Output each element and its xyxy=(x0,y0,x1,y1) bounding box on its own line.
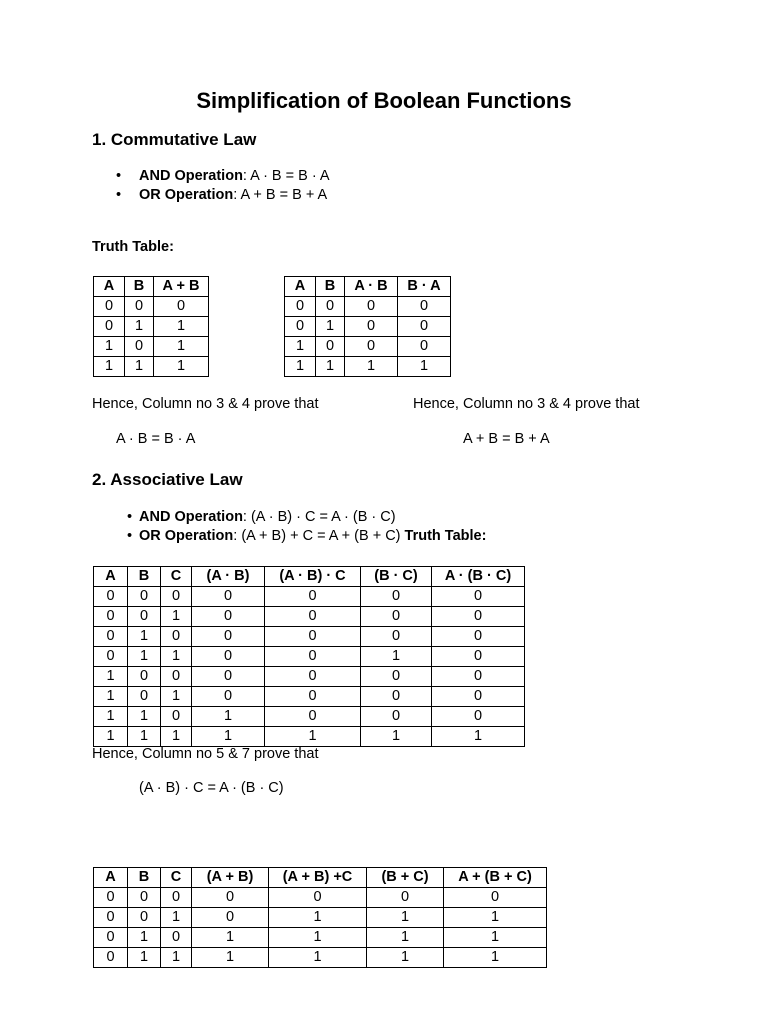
table-cell: 0 xyxy=(161,928,192,948)
table-cell: 1 xyxy=(398,357,451,377)
bullet-icon: • xyxy=(127,528,133,544)
bullet-label: AND Operation xyxy=(139,509,243,525)
table-cell: 0 xyxy=(192,587,265,607)
truth-table-label: Truth Table: xyxy=(404,528,487,544)
table-cell: 1 xyxy=(432,727,525,747)
table-cell: 1 xyxy=(94,667,128,687)
bullet-label: AND Operation xyxy=(139,168,243,184)
table-cell: 0 xyxy=(128,667,161,687)
column-header: (B + C) xyxy=(367,868,444,888)
table-cell: 0 xyxy=(361,707,432,727)
column-header: A + (B + C) xyxy=(444,868,547,888)
table-cell: 1 xyxy=(361,647,432,667)
table-cell: 1 xyxy=(161,687,192,707)
table-cell: 1 xyxy=(128,948,161,968)
bullet-text: : (A + B) + C = A + (B + C) xyxy=(233,528,405,544)
table-cell: 1 xyxy=(154,317,209,337)
table-cell: 0 xyxy=(285,317,316,337)
hence-text-right: Hence, Column no 3 & 4 prove that xyxy=(413,396,640,412)
table-cell: 0 xyxy=(94,888,128,908)
table-cell: 1 xyxy=(316,357,345,377)
table-cell: 1 xyxy=(154,357,209,377)
column-header: B · A xyxy=(398,277,451,297)
table-cell: 0 xyxy=(125,297,154,317)
table-cell: 1 xyxy=(154,337,209,357)
table-row xyxy=(94,297,209,317)
table-cell: 0 xyxy=(265,587,361,607)
table-header-row xyxy=(94,567,525,587)
column-header: (A + B) +C xyxy=(269,868,367,888)
commutative-bullet-list xyxy=(116,167,330,205)
table-cell: 0 xyxy=(128,607,161,627)
table-cell: 0 xyxy=(192,908,269,928)
table-cell: 0 xyxy=(192,647,265,667)
column-header: C xyxy=(161,567,192,587)
bullet-label: OR Operation xyxy=(139,528,234,544)
table-cell: 1 xyxy=(161,727,192,747)
table-cell: 0 xyxy=(316,337,345,357)
table-cell: 0 xyxy=(94,317,125,337)
table-cell: 0 xyxy=(128,687,161,707)
table-cell: 1 xyxy=(285,337,316,357)
table-cell: 0 xyxy=(345,297,398,317)
table-cell: 1 xyxy=(192,928,269,948)
table-row xyxy=(94,948,547,968)
table-cell: 0 xyxy=(285,297,316,317)
table-cell: 0 xyxy=(345,317,398,337)
table-row xyxy=(94,687,525,707)
table-cell: 1 xyxy=(128,627,161,647)
table-cell: 1 xyxy=(94,707,128,727)
column-header: (A · B) · C xyxy=(265,567,361,587)
truth-table-or-associative xyxy=(93,867,547,968)
bullet-text: : A · B = B · A xyxy=(242,168,330,184)
column-header: A + B xyxy=(154,277,209,297)
table-cell: 0 xyxy=(94,948,128,968)
table-cell: 0 xyxy=(367,888,444,908)
table-cell: 0 xyxy=(192,607,265,627)
table-cell: 1 xyxy=(94,357,125,377)
table-cell: 1 xyxy=(345,357,398,377)
table-cell: 0 xyxy=(125,337,154,357)
table-cell: 1 xyxy=(269,928,367,948)
table-cell: 0 xyxy=(94,297,125,317)
column-header: A xyxy=(94,277,125,297)
table-cell: 0 xyxy=(432,607,525,627)
truth-table-label: Truth Table: xyxy=(92,239,174,255)
table-cell: 0 xyxy=(432,647,525,667)
table-cell: 0 xyxy=(265,647,361,667)
result-equation-associative: (A · B) · C = A · (B · C) xyxy=(139,780,284,796)
table-cell: 1 xyxy=(444,928,547,948)
table-header-row xyxy=(285,277,451,297)
table-cell: 0 xyxy=(316,297,345,317)
table-row xyxy=(94,707,525,727)
table-row xyxy=(94,727,525,747)
table-cell: 1 xyxy=(367,928,444,948)
column-header: A xyxy=(94,868,128,888)
column-header: (A + B) xyxy=(192,868,269,888)
table-cell: 0 xyxy=(154,297,209,317)
table-cell: 0 xyxy=(161,667,192,687)
table-cell: 1 xyxy=(125,357,154,377)
table-cell: 1 xyxy=(444,908,547,928)
table-cell: 1 xyxy=(285,357,316,377)
table-cell: 0 xyxy=(161,888,192,908)
table-cell: 0 xyxy=(94,627,128,647)
table-row xyxy=(94,667,525,687)
table-cell: 1 xyxy=(192,727,265,747)
list-item xyxy=(127,508,486,527)
table-cell: 1 xyxy=(161,607,192,627)
table-row xyxy=(94,627,525,647)
bullet-text: : A + B = B + A xyxy=(233,187,328,203)
table-cell: 0 xyxy=(361,627,432,647)
table-row xyxy=(285,317,451,337)
table-header-row xyxy=(94,868,547,888)
table-row xyxy=(94,607,525,627)
table-row xyxy=(94,587,525,607)
result-equation-right: A + B = B + A xyxy=(463,431,550,447)
list-item xyxy=(127,527,486,546)
table-cell: 1 xyxy=(94,687,128,707)
table-cell: 1 xyxy=(444,948,547,968)
truth-table-or-commutative xyxy=(93,276,209,377)
table-row xyxy=(94,888,547,908)
hence-text-left: Hence, Column no 3 & 4 prove that xyxy=(92,396,319,412)
table-cell: 1 xyxy=(265,727,361,747)
table-header-row xyxy=(94,277,209,297)
table-cell: 0 xyxy=(265,687,361,707)
column-header: C xyxy=(161,868,192,888)
table-cell: 0 xyxy=(94,928,128,948)
table-cell: 0 xyxy=(265,607,361,627)
page-title: Simplification of Boolean Functions xyxy=(196,88,572,113)
table-cell: 0 xyxy=(192,667,265,687)
table-row xyxy=(285,357,451,377)
table-cell: 0 xyxy=(161,587,192,607)
table-cell: 0 xyxy=(269,888,367,908)
column-header: B xyxy=(128,567,161,587)
table-row xyxy=(94,647,525,667)
table-cell: 1 xyxy=(192,948,269,968)
table-row xyxy=(285,337,451,357)
column-header: B xyxy=(125,277,154,297)
table-cell: 0 xyxy=(361,667,432,687)
table-cell: 1 xyxy=(367,948,444,968)
table-cell: 0 xyxy=(128,587,161,607)
table-cell: 1 xyxy=(361,727,432,747)
table-cell: 0 xyxy=(432,587,525,607)
table-cell: 0 xyxy=(128,908,161,928)
column-header: A xyxy=(285,277,316,297)
column-header: B xyxy=(128,868,161,888)
table-row xyxy=(285,297,451,317)
table-cell: 0 xyxy=(265,667,361,687)
column-header: A · (B · C) xyxy=(432,567,525,587)
table-cell: 0 xyxy=(94,647,128,667)
bullet-label: OR Operation xyxy=(139,187,234,203)
table-cell: 0 xyxy=(432,667,525,687)
table-cell: 0 xyxy=(345,337,398,357)
table-cell: 1 xyxy=(316,317,345,337)
table-cell: 1 xyxy=(161,908,192,928)
table-cell: 1 xyxy=(367,908,444,928)
table-cell: 0 xyxy=(432,627,525,647)
table-cell: 1 xyxy=(269,908,367,928)
table-cell: 0 xyxy=(398,317,451,337)
table-cell: 1 xyxy=(125,317,154,337)
table-cell: 0 xyxy=(161,707,192,727)
table-cell: 0 xyxy=(192,687,265,707)
table-cell: 1 xyxy=(192,707,265,727)
column-header: (B · C) xyxy=(361,567,432,587)
column-header: A xyxy=(94,567,128,587)
list-item xyxy=(116,167,330,186)
result-equation-left: A · B = B · A xyxy=(116,431,196,447)
table-cell: 0 xyxy=(192,627,265,647)
hence-text-associative: Hence, Column no 5 & 7 prove that xyxy=(92,746,319,762)
bullet-icon: • xyxy=(116,168,122,184)
table-cell: 0 xyxy=(398,297,451,317)
table-row xyxy=(94,908,547,928)
truth-table-and-commutative xyxy=(284,276,451,377)
table-cell: 0 xyxy=(192,888,269,908)
table-cell: 0 xyxy=(361,587,432,607)
table-cell: 0 xyxy=(161,627,192,647)
associative-bullet-list xyxy=(127,508,486,546)
table-cell: 0 xyxy=(432,707,525,727)
column-header: B xyxy=(316,277,345,297)
bullet-icon: • xyxy=(127,509,133,525)
table-cell: 0 xyxy=(265,707,361,727)
table-cell: 0 xyxy=(398,337,451,357)
table-cell: 1 xyxy=(94,337,125,357)
list-item xyxy=(116,186,330,205)
table-row xyxy=(94,928,547,948)
table-cell: 1 xyxy=(128,928,161,948)
column-header: A · B xyxy=(345,277,398,297)
table-cell: 0 xyxy=(265,627,361,647)
section-heading-commutative: 1. Commutative Law xyxy=(92,130,257,149)
table-cell: 0 xyxy=(128,888,161,908)
table-cell: 1 xyxy=(161,948,192,968)
table-cell: 0 xyxy=(361,607,432,627)
table-row xyxy=(94,357,209,377)
table-cell: 0 xyxy=(444,888,547,908)
table-row xyxy=(94,317,209,337)
table-cell: 1 xyxy=(128,727,161,747)
table-cell: 1 xyxy=(161,647,192,667)
truth-table-and-associative xyxy=(93,566,525,747)
column-header: (A · B) xyxy=(192,567,265,587)
table-cell: 0 xyxy=(432,687,525,707)
section-heading-associative: 2. Associative Law xyxy=(92,470,243,489)
table-cell: 1 xyxy=(269,948,367,968)
table-cell: 1 xyxy=(94,727,128,747)
table-cell: 0 xyxy=(94,607,128,627)
table-cell: 1 xyxy=(128,647,161,667)
table-row xyxy=(94,337,209,357)
table-cell: 0 xyxy=(94,587,128,607)
table-cell: 0 xyxy=(94,908,128,928)
bullet-text: : (A · B) · C = A · (B · C) xyxy=(242,509,396,525)
table-cell: 1 xyxy=(128,707,161,727)
table-cell: 0 xyxy=(361,687,432,707)
bullet-icon: • xyxy=(116,187,122,203)
